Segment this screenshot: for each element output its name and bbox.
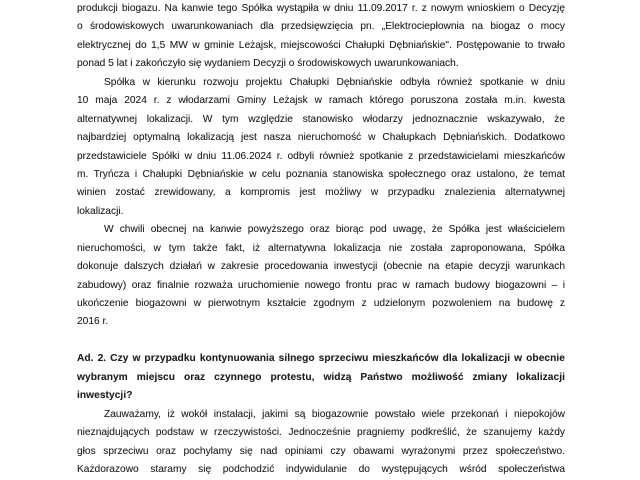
text-line: Każdorazowo staramy się podchodzić indywidulanie do występujących wśród społeczeństwa [77, 463, 565, 475]
paragraph-environmental-decision [77, 0, 565, 74]
heading-line: Ad. 2. Czy w przypadku kontynuowania silnego sprzeciwu mieszkańców dla lokalizacji w obecnie [77, 353, 565, 365]
text-line: Zauważamy, iż wokół instalacji, jakimi są biogazownie powstało wiele przekonań i niepokojów [104, 408, 565, 420]
text-line: Spółka w kierunku rozwoju projektu Chałupki Dębniańskie odbyła również spotkanie w dniu [104, 76, 565, 88]
text-line: najbardziej optymalną lokalizacją jest nasza nieruchomość w Chałupkach Dębniańskich. Dodatkowo [77, 132, 565, 144]
heading-line: wybranym miejscu oraz czynnego protestu, widzą Państwo możliwość zmiany lokalizacji [77, 371, 565, 383]
text-line: m. Tryńcza i Chałupki Dębniańskie w celu poznania stanowiska społecznego oraz ustalono, że temat [77, 168, 565, 180]
text-line: ukończenie biogazowni w pierwotnym kształcie zgodnym z udzielonym pozwoleniem na budowę z [77, 298, 565, 309]
text-line: W chwili obecnej na kanwie powyższego oraz biorąc pod uwagę, że Spółka jest właścicielem [104, 224, 565, 236]
text-line: 2016 r. [77, 316, 109, 328]
text-line: lokalizacji. [77, 205, 124, 217]
text-line: ponad 5 lat i zakończyło się wydaniem Decyzji o środowiskowych uwarunkowaniach. [77, 58, 459, 70]
paragraph-answer-intro [77, 406, 565, 480]
text-line: nieruchomości, w tym także fakt, iż alternatywna lokalizacja nie została zaproponowana, Spółka [77, 242, 565, 254]
text-line: alternatywnej lokalizacji. W tym względzie stanowisko włodarzy jednoznacznie wskazywało, że [77, 113, 565, 125]
paragraph-current-status [77, 221, 565, 332]
heading-line: inwestycji? [77, 390, 133, 402]
text-line: o środowiskowych uwarunkowaniach dla przedsięwzięcia pn. „Elektrociepłownia na biogaz o mocy [77, 21, 565, 33]
text-line: nieznajdujących podstaw w rzeczywistości. Jednocześnie pragniemy podkreślić, że szanujemy każdy [77, 427, 565, 439]
text-line: produkcji biogazu. Na kanwie tego Spółka wystąpiła w dniu 11.09.2017 r. z nowym wnioskiem o Decyzję [77, 3, 565, 14]
text-line: winien zostać zrewidowany, a kompromis jest możliwy w przypadku znalezienia alternatywnej [77, 187, 565, 199]
paragraph-meetings [77, 74, 565, 222]
text-line: 10 maja 2024 r. z włodarzami Gminy Leżajsk w ramach którego poruszona została m.in. kwesta [77, 95, 565, 107]
question-heading-ad2 [77, 350, 565, 405]
text-line: głos sprzeciwu oraz pochylamy się nad opiniami czy obawami wyrażonymi przez społeczeństwo. [77, 445, 565, 457]
text-line: zabudowy) oraz finalnie rozważa uruchomienie nowego frontu prac w ramach budowy biogazowni – i [77, 279, 565, 291]
text-line: przedstawiciele Spółki w dniu 11.06.2024 r. odbyli również spotkanie z przedstawicielami mieszkańców [77, 150, 565, 162]
page-text-content [77, 0, 565, 479]
text-line: dokonuje dalszych działań w zakresie procedowania inwestycji (obecnie na etapie decyzji warunkach [77, 261, 565, 273]
text-line: elektrycznej do 1,5 MW w gminie Leżajsk, miejscowości Chałupki Dębniańskie". Postępowanie to trwało [77, 39, 565, 51]
